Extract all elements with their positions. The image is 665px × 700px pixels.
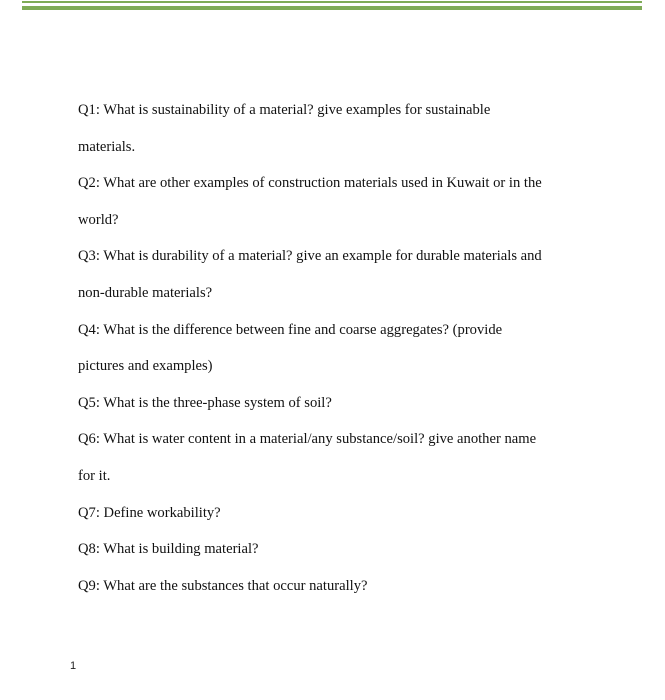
header-rule-thin — [22, 1, 642, 3]
question-q3 — [78, 238, 608, 311]
question-line: Q9: What are the substances that occur naturally? — [78, 577, 368, 594]
question-q7 — [78, 495, 608, 532]
question-line: materials. — [78, 138, 136, 155]
question-line: Q6: What is water content in a material/any substance/soil? give another name — [78, 431, 537, 448]
question-line: Q7: Define workability? — [78, 504, 221, 521]
question-line: Q5: What is the three-phase system of soil? — [78, 394, 332, 411]
question-line: Q8: What is building material? — [78, 541, 259, 558]
question-line: Q1: What is sustainability of a material? give examples for sustainable — [78, 102, 491, 118]
question-line: for it. — [78, 467, 111, 484]
question-line: non-durable materials? — [78, 284, 213, 301]
question-q8 — [78, 531, 608, 568]
question-q9 — [78, 568, 608, 605]
question-line: pictures and examples) — [78, 358, 213, 375]
question-line: world? — [78, 211, 119, 228]
question-q1 — [78, 92, 608, 165]
question-q2 — [78, 165, 608, 238]
question-line: Q3: What is durability of a material? give an example for durable materials and — [78, 248, 542, 265]
question-q5 — [78, 385, 608, 422]
question-q4 — [78, 312, 608, 385]
question-list — [78, 92, 608, 604]
question-line: Q2: What are other examples of construction materials used in Kuwait or in the — [78, 175, 542, 192]
question-line: Q4: What is the difference between fine and coarse aggregates? (provide — [78, 321, 503, 338]
header-rule-thick — [22, 6, 642, 10]
page-number: 1 — [70, 660, 77, 672]
question-q6 — [78, 421, 608, 494]
